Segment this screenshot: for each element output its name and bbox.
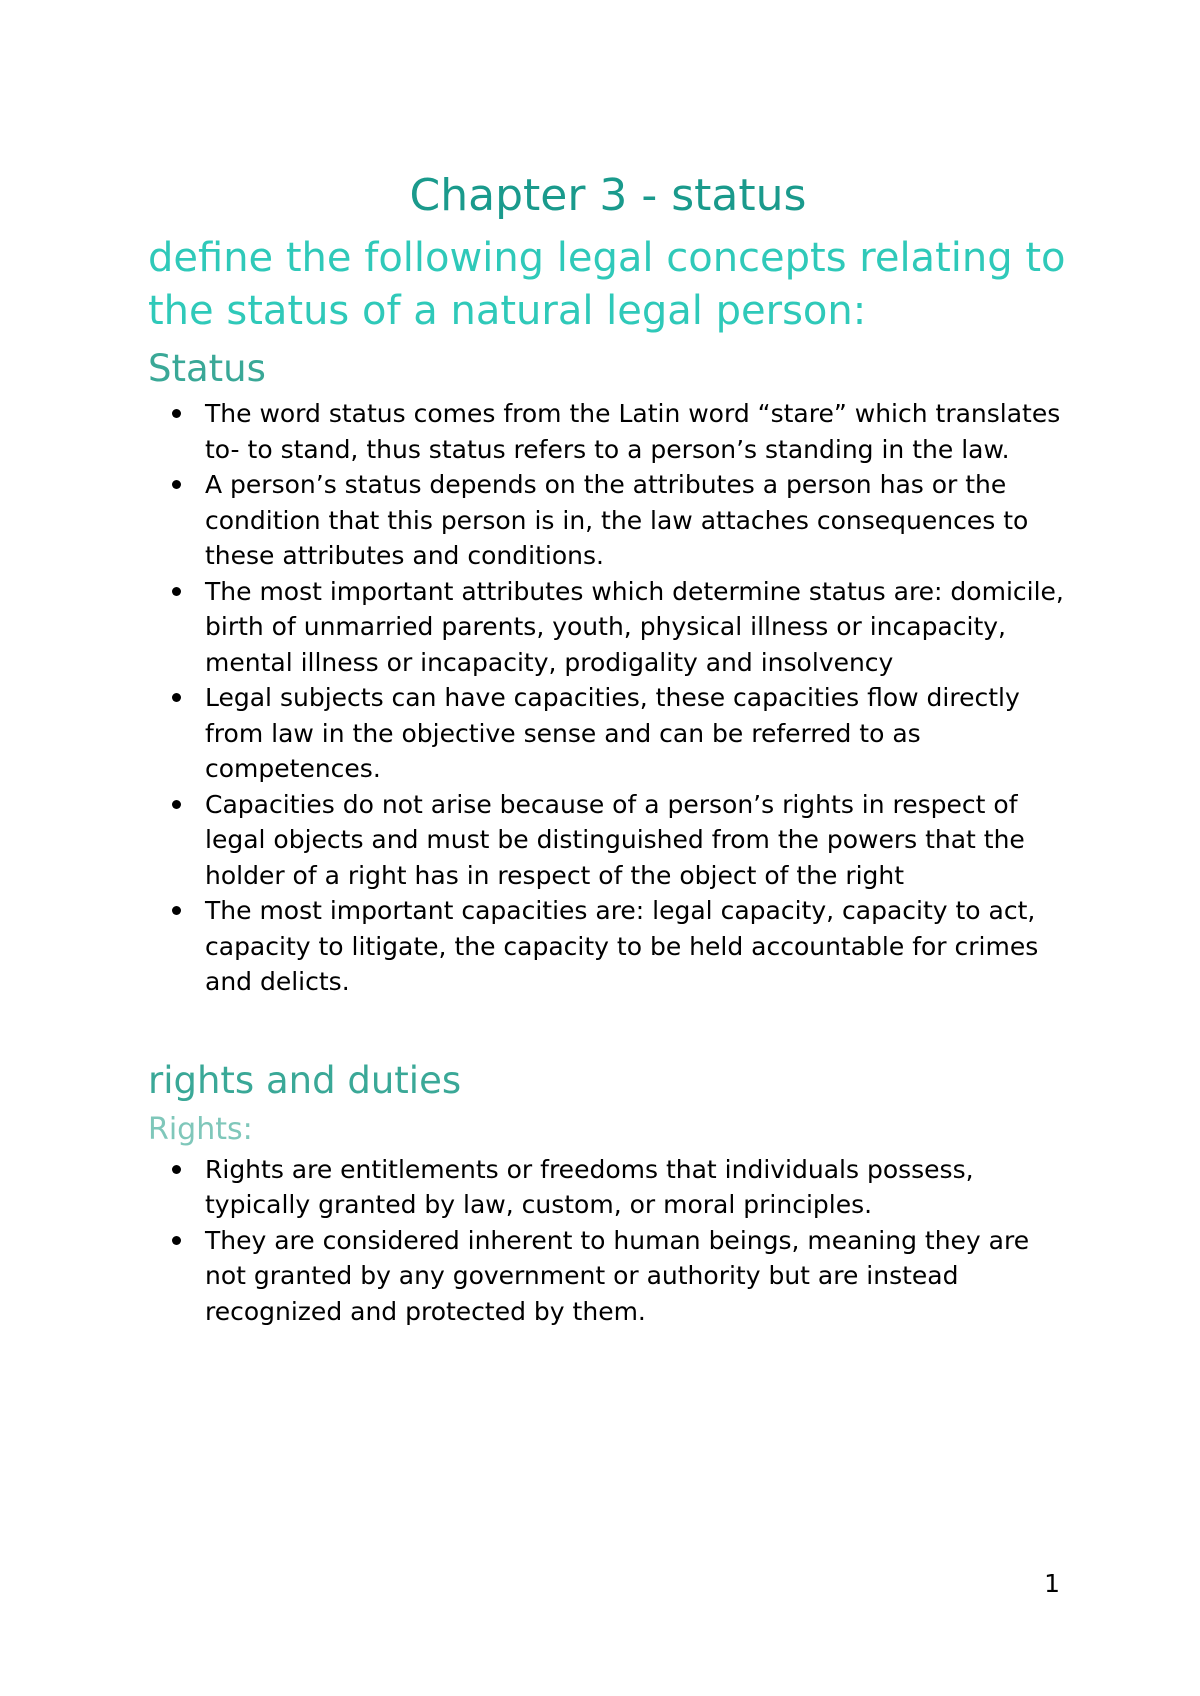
bullet-text: The most important capacities are: legal capacity, capacity to act, capacity to litigate, the capacity to be held accountable for crimes and delicts. <box>205 896 1039 996</box>
section-status <box>148 342 1068 1000</box>
bullet-icon <box>172 587 181 596</box>
list-item <box>148 680 1068 787</box>
section-heading-status: Status <box>148 347 266 390</box>
bullet-text: Legal subjects can have capacities, these capacities flow directly from law in the objective sense and can be referred to as competences. <box>205 683 1020 783</box>
list-item <box>148 1152 1068 1223</box>
section-rights-and-duties <box>148 1054 1068 1330</box>
page-content <box>148 164 1068 1329</box>
list-item <box>148 396 1068 467</box>
bullet-text: A person’s status depends on the attributes a person has or the condition that this person is in, the law attaches consequences to these attributes and conditions. <box>205 470 1029 570</box>
bullet-icon <box>172 480 181 489</box>
bullet-icon <box>172 906 181 915</box>
section-heading-rights-and-duties: rights and duties <box>148 1058 462 1102</box>
list-item <box>148 787 1068 894</box>
sub-heading-rights: Rights: <box>148 1111 253 1147</box>
bullet-icon <box>172 1165 181 1174</box>
page-number: 1 <box>1044 1569 1060 1598</box>
bullet-text: The word status comes from the Latin word “stare” which translates to- to stand, thus status refers to a person’s standing in the law. <box>205 399 1061 464</box>
status-bullet-list <box>148 396 1068 1000</box>
bullet-text: The most important attributes which determine status are: domicile, birth of unmarried parents, youth, physical illness or incapacity, mental illness or incapacity, prodigality and insolvency <box>205 576 1064 677</box>
bullet-text: They are considered inherent to human beings, meaning they are not granted by any government or authority but are instead recognized and protected by them. <box>205 1225 1030 1326</box>
rights-bullet-list <box>148 1152 1068 1330</box>
list-item <box>148 574 1068 681</box>
chapter-title: Chapter 3 - status <box>409 170 807 221</box>
bullet-text: Rights are entitlements or freedoms that individuals possess, typically granted by law, custom, or moral principles. <box>205 1154 974 1219</box>
list-item <box>148 1223 1068 1330</box>
list-item <box>148 893 1068 1000</box>
list-item <box>148 467 1068 574</box>
bullet-icon <box>172 409 181 418</box>
bullet-icon <box>172 693 181 702</box>
bullet-icon <box>172 1236 181 1245</box>
lead-heading: define the following legal concepts relating to the status of a natural legal person: <box>148 235 1066 334</box>
bullet-text: Capacities do not arise because of a person’s rights in respect of legal objects and must be distinguished from the powers that the holder of a right has in respect of the object of the right <box>205 789 1025 890</box>
bullet-icon <box>172 800 181 809</box>
